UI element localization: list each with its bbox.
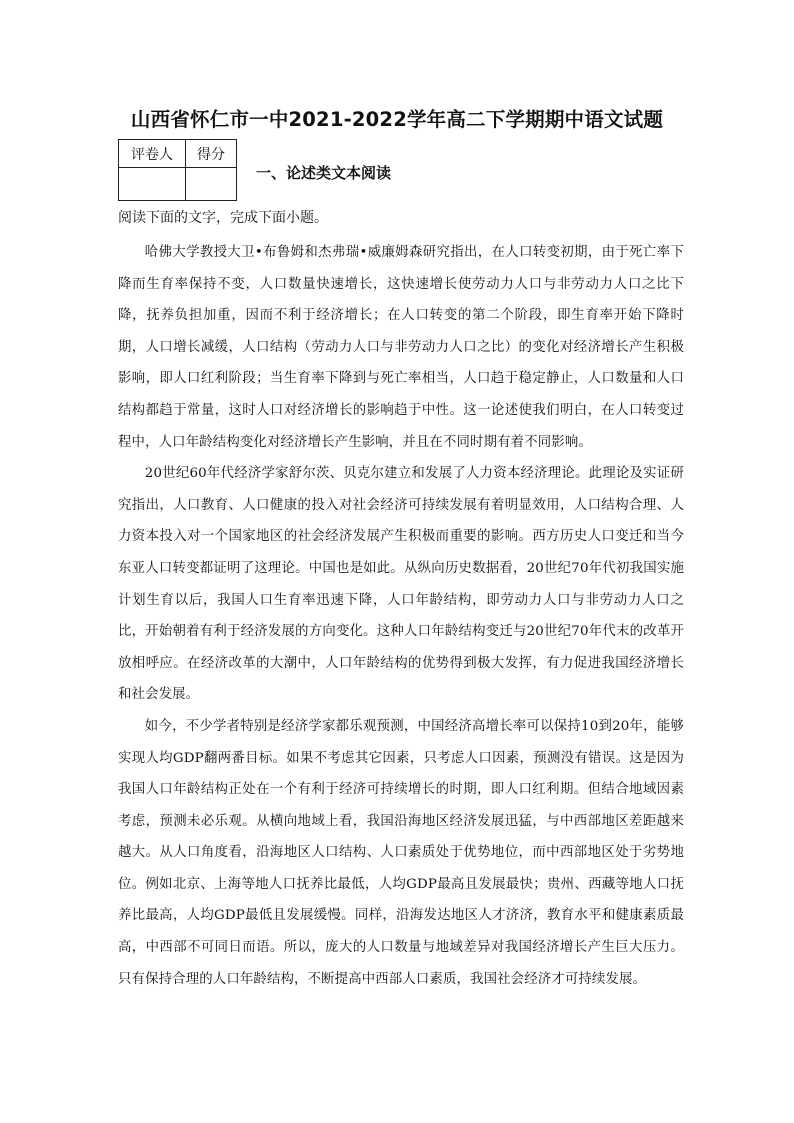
passage-paragraph-2: 20世纪60年代经济学家舒尔茨、贝克尔建立和发展了人力资本经济理论。此理论及实证研究指出，人口教育、人口健康的投入对社会经济可持续发展有着明显效用，人口结构合理、人力资本投入对一个国家地区的社会经济发展产生积极而重要的影响。西方历史人口变迁和当今东亚人口转变都证明了这理论。中国也是如此。从纵向历史数据看，20世纪70年代初我国实施计划生育以后，我国人口生育率迅速下降，人口年龄结构，即劳动力人口与非劳动力人口之比，开始朝着有利于经济发展的方向变化。这种人口年龄结构变迁与20世纪70年代末的改革开放相呼应。在经济改革的大潮中，人口年龄结构的优势得到极大发挥，有力促进我国经济增长和社会发展。 xyxy=(118,466,684,703)
page-title: 山西省怀仁市一中2021-2022学年高二下学期期中语文试题 xyxy=(130,108,664,131)
score-cell xyxy=(186,168,237,201)
section-heading: 一、论述类文本阅读 xyxy=(256,164,392,182)
score-label: 得分 xyxy=(186,140,237,168)
reading-instruction: 阅读下面的文字，完成下面小题。 xyxy=(118,210,328,226)
score-table xyxy=(118,139,237,201)
passage-paragraph-1: 哈佛大学教授大卫•布鲁姆和杰弗瑞•威廉姆森研究指出，在人口转变初期，由于死亡率下降而生育率保持不变，人口数量快速增长，这快速增长使劳动力人口与非劳动力人口之比下降，抚养负担加重，因而不利于经济增长；在人口转变的第二个阶段，即生育率开始下降时期，人口增长减缓，人口结构（劳动力人口与非劳动力人口之比）的变化对经济增长产生积极影响，即人口红利阶段；当生育率下降到与死亡率相当，人口趋于稳定静止，人口数量和人口结构都趋于常量，这时人口对经济增长的影响趋于中性。这一论述使我们明白，在人口转变过程中，人口年龄结构变化对经济增长产生影响，并且在不同时期有着不同影响。 xyxy=(118,245,684,450)
grader-label: 评卷人 xyxy=(119,140,186,168)
score-table-blank-row xyxy=(119,168,237,201)
reading-passage xyxy=(118,237,684,995)
passage-paragraph-3: 如今，不少学者特别是经济学家都乐观预测，中国经济高增长率可以保持10到20年，能够实现人均GDP翻两番目标。如果不考虑其它因素，只考虑人口因素，预测没有错误。这是因为我国人口年龄结构正处在一个有利于经济可持续增长的时期，即人口红利期。但结合地域因素考虑，预测未必乐观。从横向地域上看，我国沿海地区经济发展迅猛，与中西部地区差距越来越大。从人口角度看，沿海地区人口结构、人口素质处于优势地位，而中西部地区处于劣势地位。例如北京、上海等地人口抚养比最低，人均GDP最高且发展最快；贵州、西藏等地人口抚养比最高，人均GDP最低且发展缓慢。同样，沿海发达地区人才济济，教育水平和健康素质最高，中西部不可同日而语。所以，庞大的人口数量与地域差异对我国经济增长产生巨大压力。只有保持合理的人口年龄结构，不断提高中西部人口素质，我国社会经济才可持续发展。 xyxy=(118,718,684,987)
score-table-header-row xyxy=(119,140,237,168)
grader-cell xyxy=(119,168,186,201)
